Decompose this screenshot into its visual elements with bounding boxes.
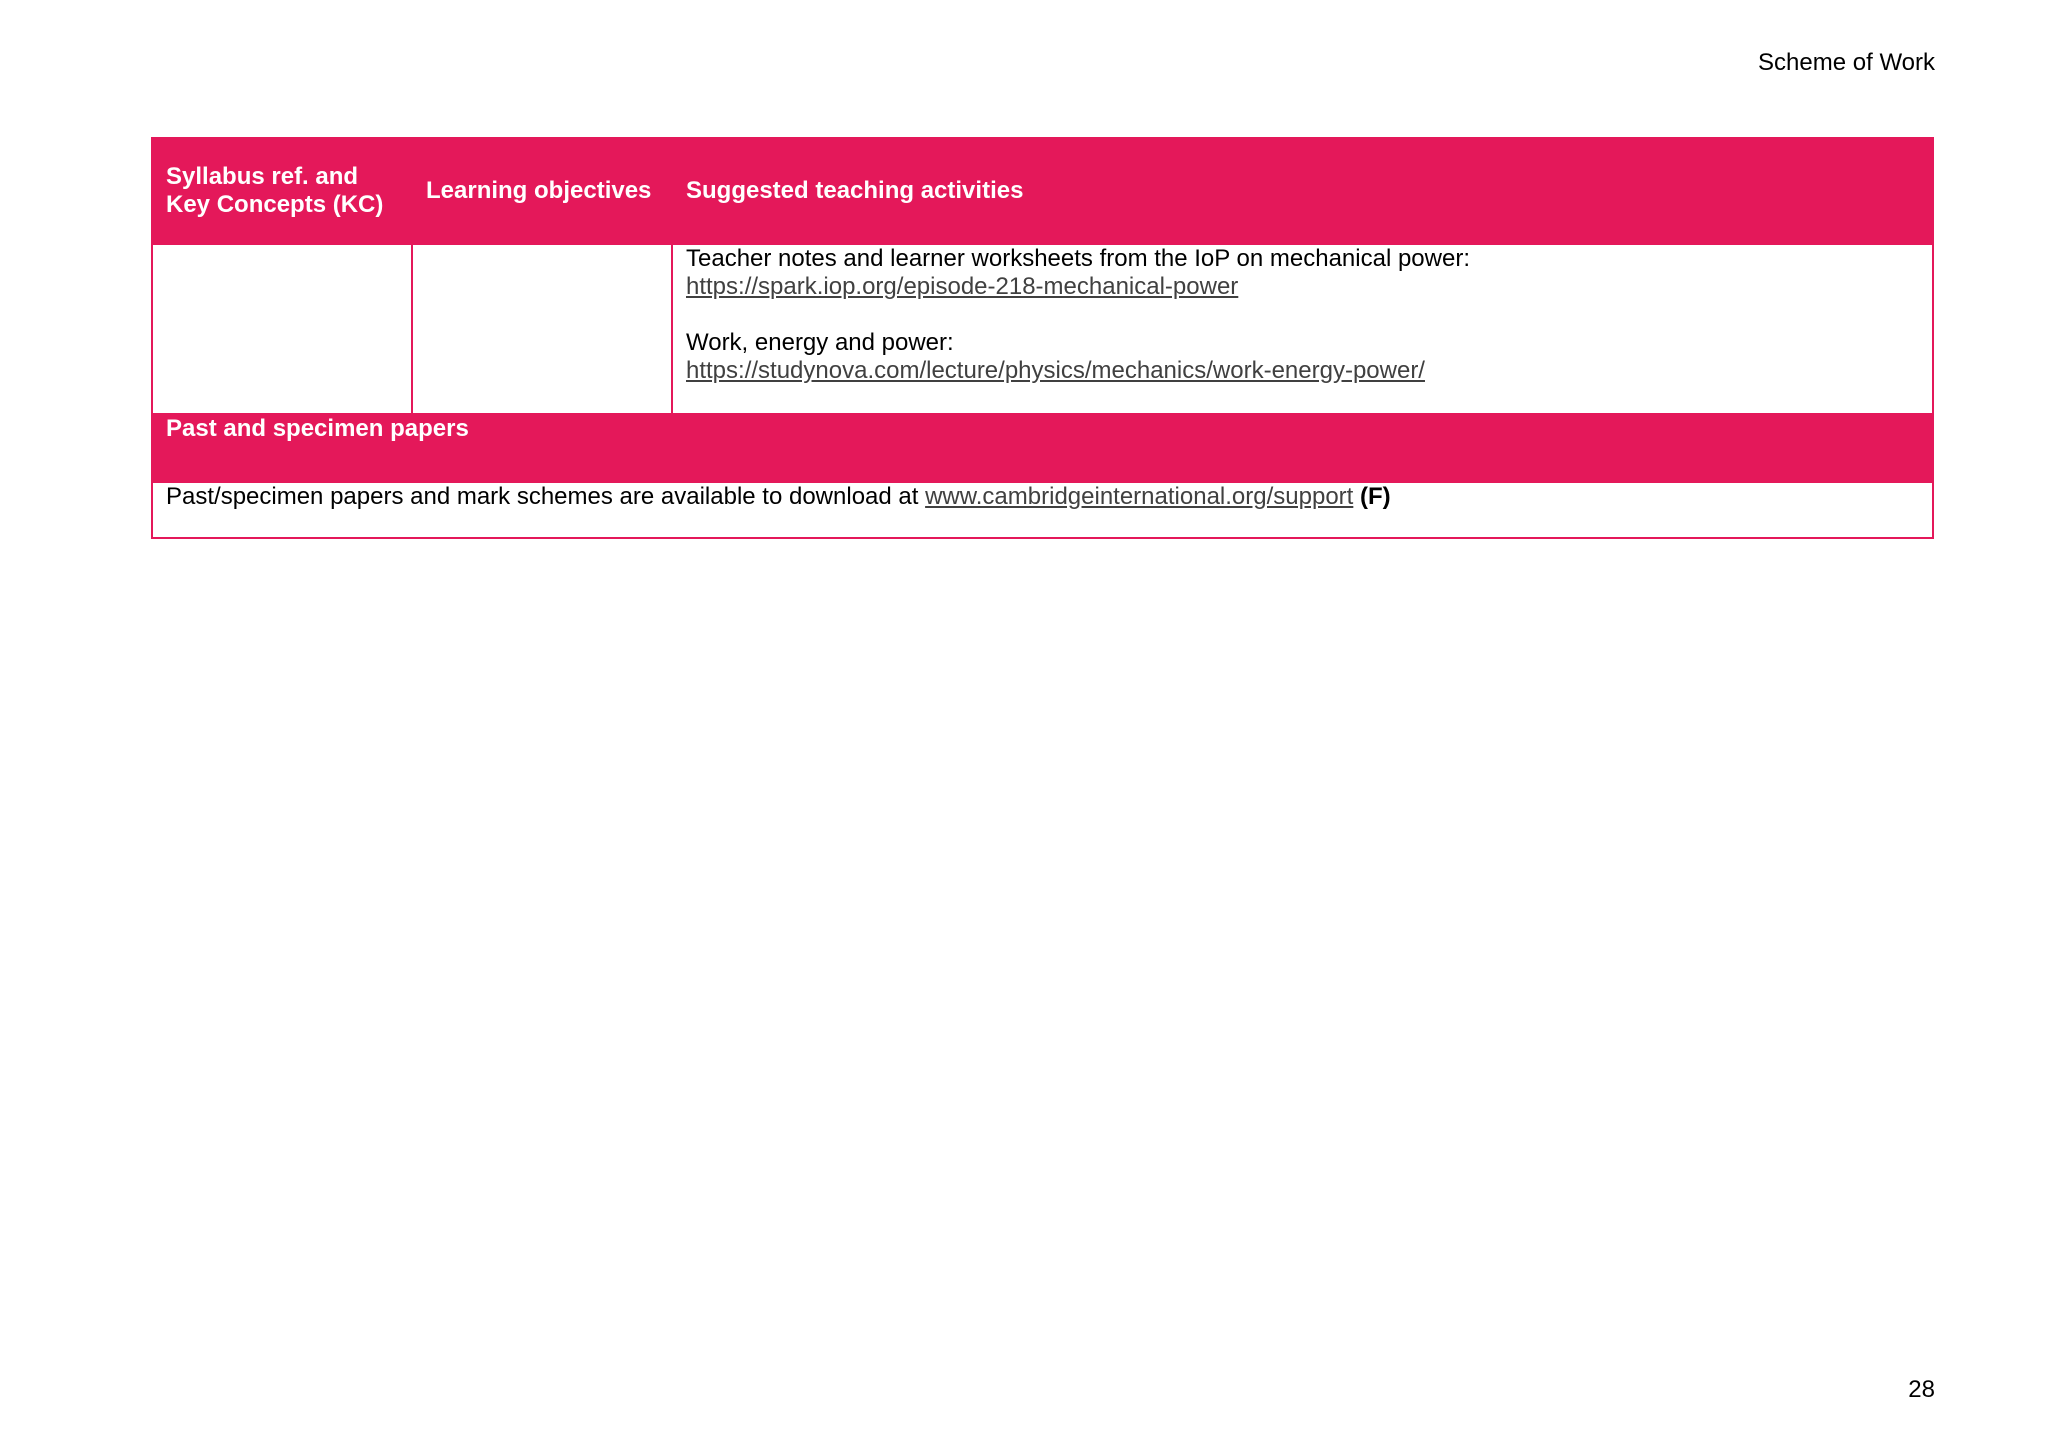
column-header-syllabus-line2: Key Concepts (KC) xyxy=(166,191,384,218)
column-header-syllabus-ref xyxy=(152,138,412,244)
cell-past-papers xyxy=(152,482,1933,538)
table-row xyxy=(152,244,1933,414)
column-header-teaching-activities: Suggested teaching activities xyxy=(672,138,1933,244)
link-cambridge-support[interactable]: www.cambridgeinternational.org/support xyxy=(925,483,1354,510)
activity-text-work-energy: Work, energy and power: xyxy=(686,329,954,356)
cell-learning-objectives xyxy=(412,244,672,414)
column-header-learning-objectives: Learning objectives xyxy=(412,138,672,244)
past-papers-suffix: (F) xyxy=(1360,483,1391,510)
past-papers-row xyxy=(152,482,1933,538)
link-iop-mechanical-power[interactable]: https://spark.iop.org/episode-218-mechanical-power xyxy=(686,273,1239,300)
column-header-syllabus-line1: Syllabus ref. and xyxy=(166,163,359,190)
activity-text-iop: Teacher notes and learner worksheets from the IoP on mechanical power: xyxy=(686,245,1470,272)
table-header-row xyxy=(152,138,1933,244)
page-header-title: Scheme of Work xyxy=(1758,49,1935,76)
section-header-row xyxy=(152,414,1933,482)
past-papers-text: Past/specimen papers and mark schemes are available to download at xyxy=(166,483,919,510)
section-title-past-papers: Past and specimen papers xyxy=(152,414,1933,482)
link-studynova-work-energy-power[interactable]: https://studynova.com/lecture/physics/mechanics/work-energy-power/ xyxy=(686,357,1425,384)
scheme-of-work-table xyxy=(151,137,1934,539)
cell-syllabus-ref xyxy=(152,244,412,414)
page-number: 28 xyxy=(1908,1376,1935,1403)
cell-teaching-activities xyxy=(672,244,1933,414)
